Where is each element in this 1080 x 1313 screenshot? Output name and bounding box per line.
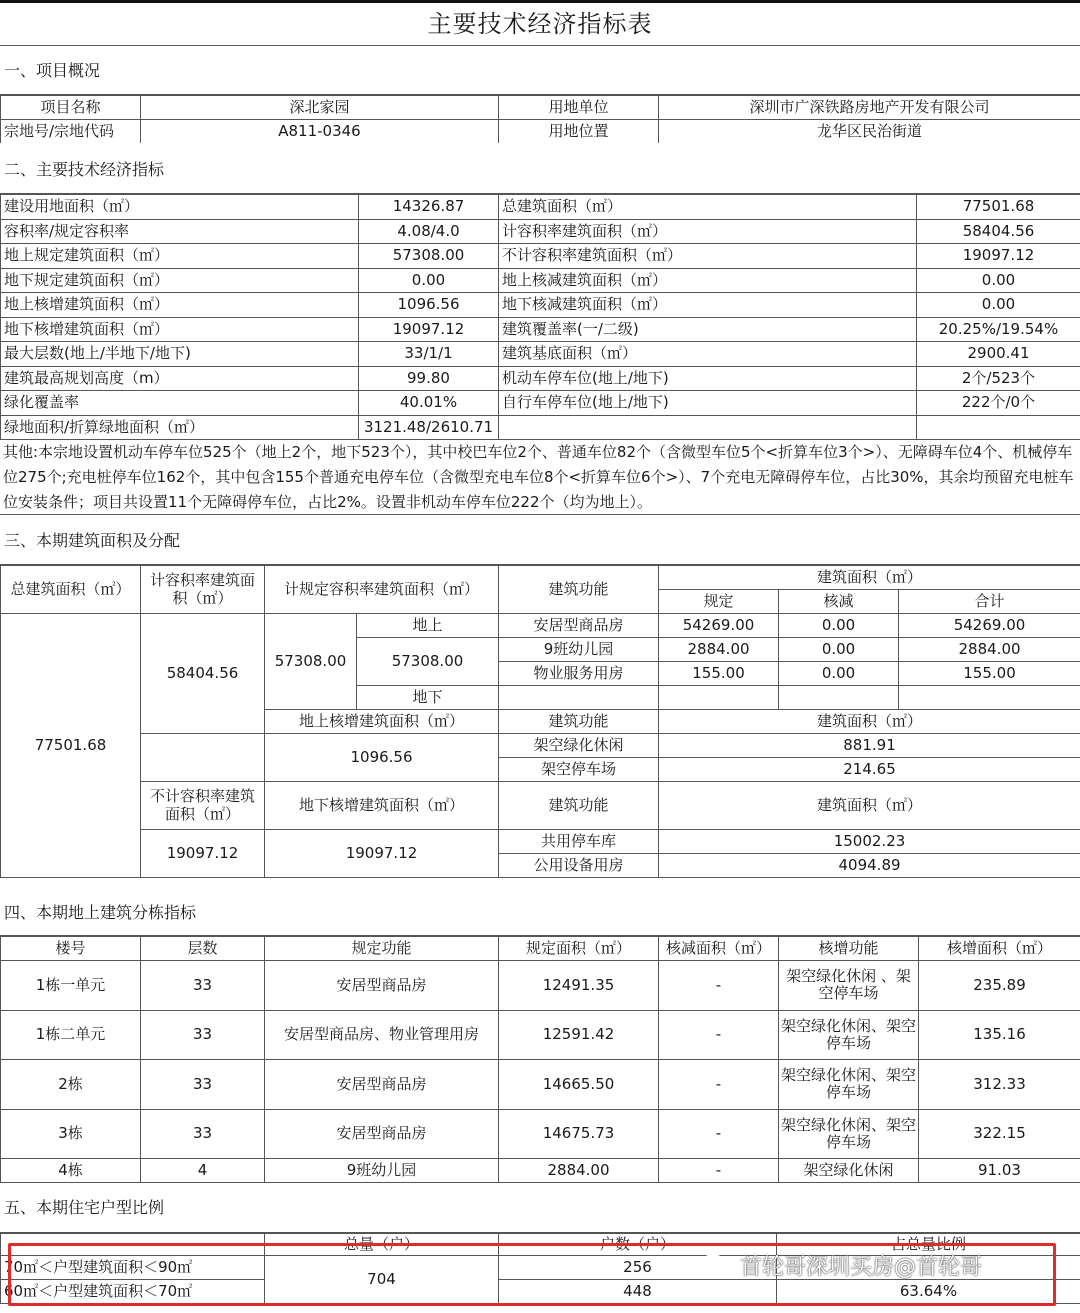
building-no: 3栋 — [1, 1109, 141, 1159]
indicator-l2-9 — [499, 415, 917, 440]
func-row-0-reg: 54269.00 — [659, 614, 779, 638]
inc-row-0: 架空绿化休闲 — [499, 734, 659, 758]
location-label: 用地位置 — [499, 120, 659, 144]
building-header-6: 核增面积（㎡） — [919, 937, 1080, 961]
indicator-v1-2: 57308.00 — [359, 244, 499, 269]
above-inc-value: 1096.56 — [265, 734, 499, 782]
indicator-v2-3: 0.00 — [917, 268, 1080, 293]
land-unit-label: 用地单位 — [499, 96, 659, 120]
building-inc: 235.89 — [919, 961, 1080, 1011]
indicator-row — [1, 268, 1080, 293]
indicators-table — [0, 194, 1080, 440]
building-red: - — [659, 1010, 779, 1060]
indicator-l1-2: 地上规定建筑面积（㎡） — [1, 244, 359, 269]
project-name-value: 深北家园 — [141, 96, 499, 120]
building-floors: 4 — [141, 1159, 265, 1183]
area-above-planned-value: 57308.00 — [357, 638, 499, 686]
chat-bubbles-icon — [700, 1253, 734, 1277]
indicator-l2-7: 机动车停车位(地上/地下) — [499, 366, 917, 391]
indicator-l2-1: 计容积率建筑面积（㎡） — [499, 219, 917, 244]
func-row-2-red: 0.00 — [779, 662, 899, 686]
building-header-0: 楼号 — [1, 937, 141, 961]
section-heading-overview: 一、项目概况 — [0, 46, 1080, 95]
indicator-row — [1, 219, 1080, 244]
units-total-value: 704 — [265, 1256, 499, 1304]
nonfa-value: 19097.12 — [141, 830, 265, 878]
func-row-1-reg: 2884.00 — [659, 638, 779, 662]
indicator-l1-3: 地下规定建筑面积（㎡） — [1, 268, 359, 293]
unit-type-1: 60㎡＜户型建筑面积＜70㎡ — [1, 1280, 265, 1304]
indicator-v2-5: 20.25%/19.54% — [917, 317, 1080, 342]
building-area: 12491.35 — [499, 961, 659, 1011]
indicator-row — [1, 415, 1080, 440]
below-row-1-area: 4094.89 — [659, 854, 1080, 878]
overview-table — [0, 95, 1080, 144]
parking-note: 其他:本宗地设置机动车停车位525个（地上2个，地下523个），其中校巴车位2个、普通车位82个（含微型车位5个<折算车位3个>）、无障碍车位4个、机械停车位275个;充电桩停车位162个，其中包含155个普通充电停车位（含微型充电车位8个<折算车位6个>）、7个充电无障碍停车位，占比30%，其余均预留充电桩车位安装条件；项目共设置11个无障碍停车位，占比2%。设置非机动车停车位222个（均为地上）。 — [0, 439, 1080, 515]
nonfa-header: 不计容积率建筑面积（㎡） — [141, 782, 265, 830]
area-header-planned: 计规定容积率建筑面积（㎡） — [265, 566, 499, 614]
inc-row-1: 架空停车场 — [499, 758, 659, 782]
building-row — [1, 961, 1080, 1011]
unit-count-0: 256 — [499, 1256, 777, 1280]
area-header-reduced: 核减 — [779, 590, 899, 614]
indicator-v1-5: 19097.12 — [359, 317, 499, 342]
indicator-l2-8: 自行车停车位(地上/地下) — [499, 391, 917, 416]
buildings-table — [0, 936, 1080, 1183]
below-area-header: 建筑面积（㎡） — [659, 782, 1080, 830]
indicator-l2-2: 不计容积率建筑面积（㎡） — [499, 244, 917, 269]
func-row-empty-reg — [659, 686, 779, 710]
building-header-5: 核增功能 — [779, 937, 919, 961]
units-header-total: 总量（户） — [265, 1234, 499, 1256]
watermark — [700, 1250, 982, 1280]
building-inc-func: 架空绿化休闲 、架空停车场 — [779, 961, 919, 1011]
inc-row-0-area: 881.91 — [659, 734, 1080, 758]
building-func: 安居型商品房 — [265, 1109, 499, 1159]
building-floors: 33 — [141, 1010, 265, 1060]
building-inc-func: 架空绿化休闲 — [779, 1159, 919, 1183]
building-func: 9班幼儿园 — [265, 1159, 499, 1183]
indicator-l1-0: 建设用地面积（㎡） — [1, 195, 359, 220]
building-area: 2884.00 — [499, 1159, 659, 1183]
section-heading-area: 三、本期建筑面积及分配 — [0, 515, 1080, 565]
building-inc: 322.15 — [919, 1109, 1080, 1159]
indicator-l2-3: 地上核减建筑面积（㎡） — [499, 268, 917, 293]
indicator-l2-5: 建筑覆盖率(一/二级) — [499, 317, 917, 342]
parcel-label: 宗地号/宗地代码 — [1, 120, 141, 144]
indicator-row — [1, 391, 1080, 416]
indicator-l1-5: 地下核增建筑面积（㎡） — [1, 317, 359, 342]
indicator-v1-1: 4.08/4.0 — [359, 219, 499, 244]
location-value: 龙华区民治街道 — [659, 120, 1080, 144]
indicator-v2-2: 19097.12 — [917, 244, 1080, 269]
building-area: 12591.42 — [499, 1010, 659, 1060]
building-no: 4栋 — [1, 1159, 141, 1183]
building-header-3: 规定面积（㎡） — [499, 937, 659, 961]
below-row-0: 共用停车库 — [499, 830, 659, 854]
area-header-sum: 合计 — [899, 590, 1080, 614]
indicator-v1-9: 3121.48/2610.71 — [359, 415, 499, 440]
building-inc: 91.03 — [919, 1159, 1080, 1183]
func-row-empty-sum — [899, 686, 1080, 710]
unit-type-0: 70㎡＜户型建筑面积＜90㎡ — [1, 1256, 265, 1280]
watermark-text: 首轮哥深圳买房@首轮哥 — [740, 1254, 983, 1280]
area-total-value: 77501.68 — [1, 614, 141, 878]
parcel-value: A811-0346 — [141, 120, 499, 144]
building-area: 14675.73 — [499, 1109, 659, 1159]
indicator-v1-3: 0.00 — [359, 268, 499, 293]
building-row — [1, 1159, 1080, 1183]
building-func: 安居型商品房、物业管理用房 — [265, 1010, 499, 1060]
indicator-row — [1, 195, 1080, 220]
func-row-empty — [499, 686, 659, 710]
indicator-l2-0: 总建筑面积（㎡） — [499, 195, 917, 220]
area-below-label: 地下 — [357, 686, 499, 710]
func-row-1: 9班幼儿园 — [499, 638, 659, 662]
building-row — [1, 1109, 1080, 1159]
inc-row-1-area: 214.65 — [659, 758, 1080, 782]
building-inc: 135.16 — [919, 1010, 1080, 1060]
building-row — [1, 1060, 1080, 1110]
func-row-2-sum: 155.00 — [899, 662, 1080, 686]
building-header-2: 规定功能 — [265, 937, 499, 961]
section-heading-buildings: 四、本期地上建筑分栋指标 — [0, 887, 1080, 936]
indicator-row — [1, 317, 1080, 342]
area-fa-value: 58404.56 — [141, 614, 265, 734]
indicator-l1-1: 容积率/规定容积率 — [1, 219, 359, 244]
building-red: - — [659, 1060, 779, 1110]
indicator-v1-0: 14326.87 — [359, 195, 499, 220]
building-inc-func: 架空绿化休闲、架空停车场 — [779, 1060, 919, 1110]
indicator-v2-8: 222个/0个 — [917, 391, 1080, 416]
unit-count-1: 448 — [499, 1280, 777, 1304]
units-header-ratio: 占总量比例 — [777, 1234, 1080, 1256]
indicator-row — [1, 366, 1080, 391]
nonfa-spacer — [141, 734, 265, 782]
area-planned-value: 57308.00 — [265, 614, 357, 710]
indicator-v2-1: 58404.56 — [917, 219, 1080, 244]
unit-ratio-1: 63.64% — [777, 1280, 1080, 1304]
area-distribution-table — [0, 565, 1080, 878]
indicator-v2-6: 2900.41 — [917, 342, 1080, 367]
func-row-0-sum: 54269.00 — [899, 614, 1080, 638]
building-header-1: 层数 — [141, 937, 265, 961]
indicator-row — [1, 244, 1080, 269]
below-row-0-area: 15002.23 — [659, 830, 1080, 854]
func-row-empty-red — [779, 686, 899, 710]
area-header-area: 建筑面积（㎡） — [659, 566, 1080, 590]
below-func-header: 建筑功能 — [499, 782, 659, 830]
func-row-2: 物业服务用房 — [499, 662, 659, 686]
units-header-type — [1, 1234, 265, 1256]
indicator-row — [1, 342, 1080, 367]
func-row-1-red: 0.00 — [779, 638, 899, 662]
indicator-v1-6: 33/1/1 — [359, 342, 499, 367]
func-row-0-red: 0.00 — [779, 614, 899, 638]
building-no: 1栋二单元 — [1, 1010, 141, 1060]
project-name-label: 项目名称 — [1, 96, 141, 120]
section-heading-units: 五、本期住宅户型比例 — [0, 1184, 1080, 1233]
indicator-l1-6: 最大层数(地上/半地下/地下) — [1, 342, 359, 367]
area-header-total: 总建筑面积（㎡） — [1, 566, 141, 614]
building-red: - — [659, 961, 779, 1011]
units-header-count: 户数（户） — [499, 1234, 777, 1256]
below-row-1: 公用设备用房 — [499, 854, 659, 878]
building-header-4: 核减面积（㎡） — [659, 937, 779, 961]
section-heading-indicators: 二、主要技术经济指标 — [0, 143, 1080, 194]
building-floors: 33 — [141, 961, 265, 1011]
building-no: 2栋 — [1, 1060, 141, 1110]
indicator-v2-4: 0.00 — [917, 293, 1080, 318]
indicator-v1-4: 1096.56 — [359, 293, 499, 318]
indicator-l1-9: 绿地面积/折算绿地面积（㎡） — [1, 415, 359, 440]
building-no: 1栋一单元 — [1, 961, 141, 1011]
area-header-fa: 计容积率建筑面积（㎡） — [141, 566, 265, 614]
indicator-v2-0: 77501.68 — [917, 195, 1080, 220]
area-header-regulated: 规定 — [659, 590, 779, 614]
indicator-row — [1, 293, 1080, 318]
area-header-function: 建筑功能 — [499, 566, 659, 614]
building-row — [1, 1010, 1080, 1060]
building-inc-func: 架空绿化休闲、架空停车场 — [779, 1109, 919, 1159]
indicator-l1-8: 绿化覆盖率 — [1, 391, 359, 416]
building-inc: 312.33 — [919, 1060, 1080, 1110]
building-floors: 33 — [141, 1060, 265, 1110]
indicator-l1-7: 建筑最高规划高度（m） — [1, 366, 359, 391]
indicator-l1-4: 地上核增建筑面积（㎡） — [1, 293, 359, 318]
indicator-l2-4: 地下核减建筑面积（㎡） — [499, 293, 917, 318]
building-inc-func: 架空绿化休闲、架空停车场 — [779, 1010, 919, 1060]
func-row-1-sum: 2884.00 — [899, 638, 1080, 662]
indicator-v1-8: 40.01% — [359, 391, 499, 416]
building-red: - — [659, 1159, 779, 1183]
above-inc-header: 地上核增建筑面积（㎡） — [265, 710, 499, 734]
below-inc-value: 19097.12 — [265, 830, 499, 878]
indicator-v2-7: 2个/523个 — [917, 366, 1080, 391]
indicator-l2-6: 建筑基底面积（㎡） — [499, 342, 917, 367]
building-area: 14665.50 — [499, 1060, 659, 1110]
building-func: 安居型商品房 — [265, 1060, 499, 1110]
below-inc-header: 地下核增建筑面积（㎡） — [265, 782, 499, 830]
land-unit-value: 深圳市广深铁路房地产开发有限公司 — [659, 96, 1080, 120]
page-title: 主要技术经济指标表 — [0, 0, 1080, 46]
inc-area-header: 建筑面积（㎡） — [659, 710, 1080, 734]
area-above-label: 地上 — [357, 614, 499, 638]
func-row-2-reg: 155.00 — [659, 662, 779, 686]
indicator-v2-9 — [917, 415, 1080, 440]
inc-func-header: 建筑功能 — [499, 710, 659, 734]
func-row-0: 安居型商品房 — [499, 614, 659, 638]
indicator-v1-7: 99.80 — [359, 366, 499, 391]
building-floors: 33 — [141, 1109, 265, 1159]
building-red: - — [659, 1109, 779, 1159]
building-func: 安居型商品房 — [265, 961, 499, 1011]
